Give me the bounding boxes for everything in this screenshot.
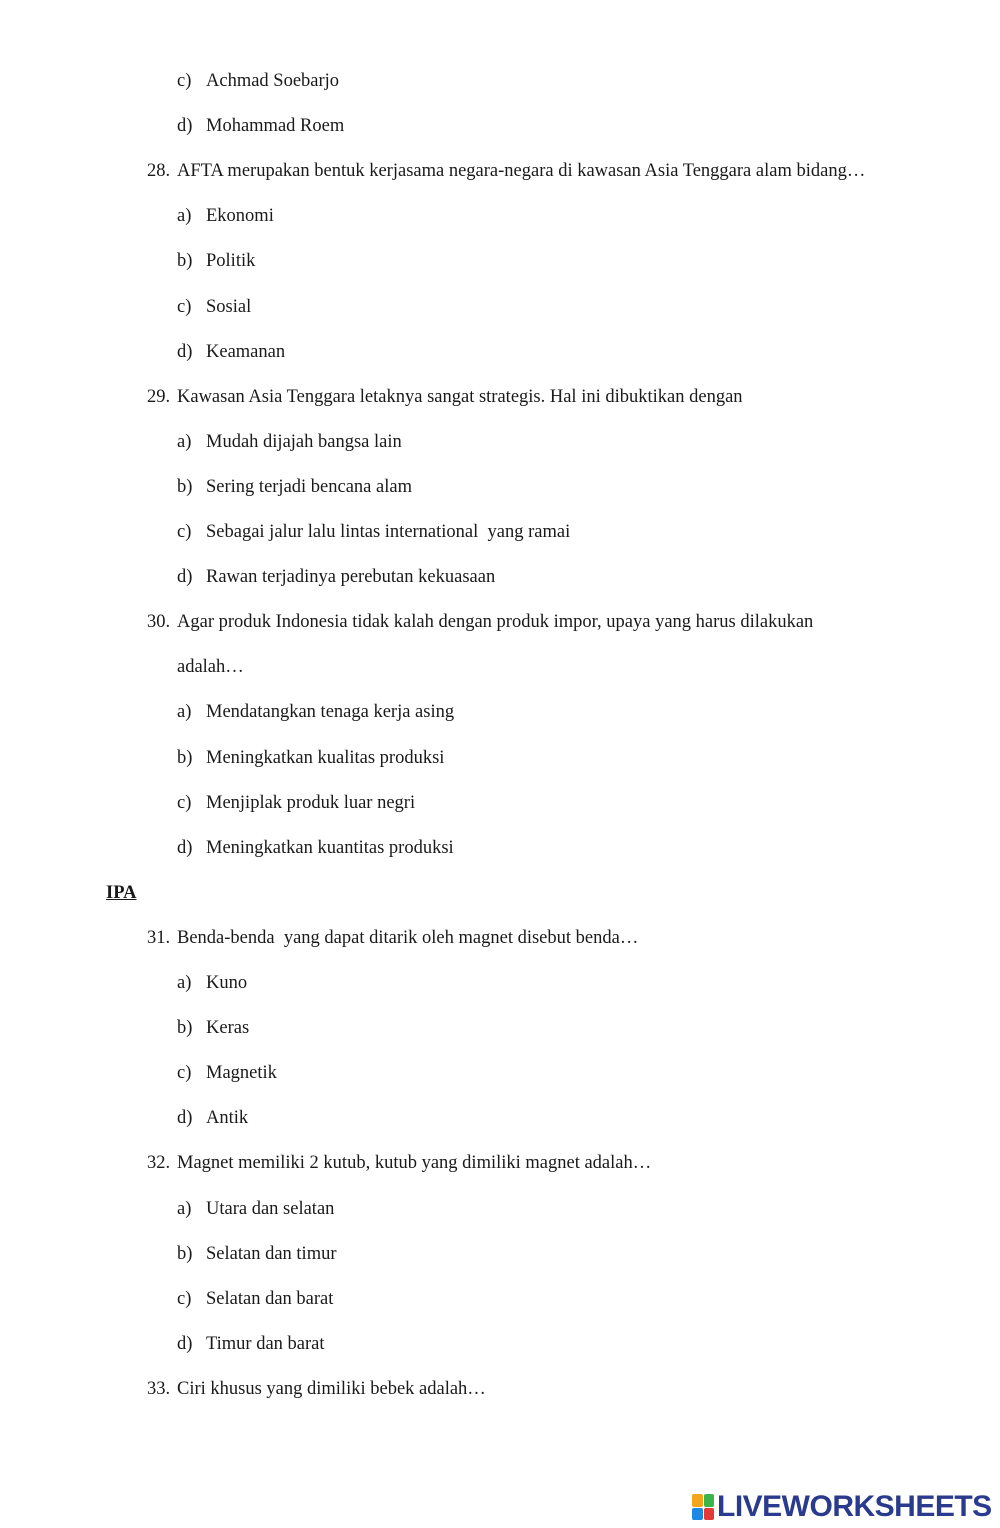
option-letter: d) bbox=[177, 1334, 193, 1354]
option-letter: a) bbox=[177, 206, 192, 226]
option-letter: c) bbox=[177, 522, 192, 542]
option-text: Keamanan bbox=[206, 342, 286, 362]
option-letter: b) bbox=[177, 251, 193, 271]
option-text: Rawan terjadinya perebutan kekuasaan bbox=[206, 567, 496, 587]
option-letter: a) bbox=[177, 973, 192, 993]
option-text: Mendatangkan tenaga kerja asing bbox=[206, 702, 455, 722]
question-number: 31. bbox=[147, 928, 171, 948]
question-number: 30. bbox=[147, 612, 171, 632]
option-letter: b) bbox=[177, 1018, 193, 1038]
question-text: Kawasan Asia Tenggara letaknya sangat strategis. Hal ini dibuktikan dengan bbox=[177, 387, 743, 407]
question-text-continued: adalah… bbox=[177, 657, 244, 677]
section-heading-text: IPA bbox=[106, 883, 137, 903]
option-letter: d) bbox=[177, 567, 193, 587]
option-letter: a) bbox=[177, 432, 192, 452]
option-text: Meningkatkan kuantitas produksi bbox=[206, 838, 454, 858]
question-text: Ciri khusus yang dimiliki bebek adalah… bbox=[177, 1379, 486, 1399]
option-letter: b) bbox=[177, 748, 193, 768]
question-number: 33. bbox=[147, 1379, 171, 1399]
option-letter: d) bbox=[177, 116, 193, 136]
option-text: Menjiplak produk luar negri bbox=[206, 793, 416, 813]
question-text: AFTA merupakan bentuk kerjasama negara-negara di kawasan Asia Tenggara alam bidang… bbox=[177, 161, 866, 181]
option-text: Antik bbox=[206, 1108, 249, 1128]
question-number: 29. bbox=[147, 387, 171, 407]
option-text: Sebagai jalur lalu lintas international yang ramai bbox=[206, 522, 571, 542]
option-text: Meningkatkan kualitas produksi bbox=[206, 748, 445, 768]
option-text: Kuno bbox=[206, 973, 248, 993]
option-text: Timur dan barat bbox=[206, 1334, 325, 1354]
option-text: Selatan dan timur bbox=[206, 1244, 337, 1264]
brand-name: LIVEWORKSHEETS bbox=[717, 1490, 992, 1523]
question-number: 32. bbox=[147, 1153, 171, 1173]
option-text: Mudah dijajah bangsa lain bbox=[206, 432, 402, 452]
option-text: Mohammad Roem bbox=[206, 116, 345, 136]
option-letter: b) bbox=[177, 477, 193, 497]
option-letter: a) bbox=[177, 702, 192, 722]
option-text: Selatan dan barat bbox=[206, 1289, 334, 1309]
option-letter: c) bbox=[177, 793, 192, 813]
question-text: Agar produk Indonesia tidak kalah dengan produk impor, upaya yang harus dilakukan bbox=[177, 612, 814, 632]
option-text: Politik bbox=[206, 251, 256, 271]
option-letter: b) bbox=[177, 1244, 193, 1264]
option-letter: a) bbox=[177, 1199, 192, 1219]
option-letter: d) bbox=[177, 838, 193, 858]
option-letter: c) bbox=[177, 71, 192, 91]
option-letter: c) bbox=[177, 1063, 192, 1083]
option-letter: c) bbox=[177, 1289, 192, 1309]
liveworksheets-logo-icon bbox=[692, 1494, 714, 1520]
liveworksheets-brand[interactable] bbox=[692, 1490, 992, 1524]
question-number: 28. bbox=[147, 161, 171, 181]
option-text: Keras bbox=[206, 1018, 250, 1038]
question-text: Magnet memiliki 2 kutub, kutub yang dimiliki magnet adalah… bbox=[177, 1153, 652, 1173]
option-letter: d) bbox=[177, 1108, 193, 1128]
option-text: Ekonomi bbox=[206, 206, 274, 226]
option-text: Magnetik bbox=[206, 1063, 277, 1083]
option-letter: c) bbox=[177, 297, 192, 317]
option-text: Achmad Soebarjo bbox=[206, 71, 340, 91]
option-text: Utara dan selatan bbox=[206, 1199, 335, 1219]
option-letter: d) bbox=[177, 342, 193, 362]
option-text: Sering terjadi bencana alam bbox=[206, 477, 412, 497]
question-text: Benda-benda yang dapat ditarik oleh magnet disebut benda… bbox=[177, 928, 639, 948]
option-text: Sosial bbox=[206, 297, 252, 317]
